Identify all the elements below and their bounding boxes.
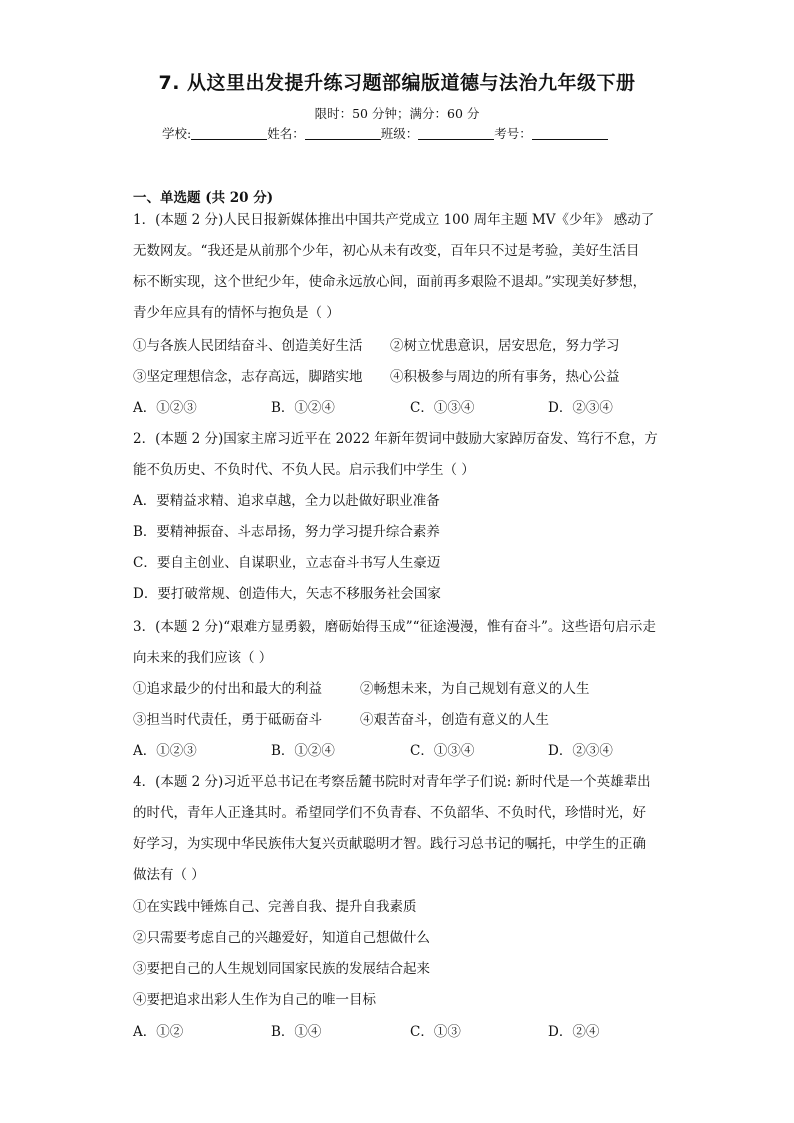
class-field[interactable]: [418, 127, 494, 140]
question-text-line: 的时代，青年人正逢其时。希望同学们不负青春、不负韶华、不负时代，珍惜时光，好: [133, 805, 646, 821]
page-title: 7. 从这里出发提升练习题部编版道德与法治九年级下册: [158, 72, 636, 94]
class-label: 班级：: [380, 126, 419, 141]
exam-number-field[interactable]: [532, 127, 608, 140]
statement: ②只需要考虑自己的兴趣爱好，知道自己想做什么: [133, 930, 430, 946]
statement: ③担当时代责任，勇于砥砺奋斗: [133, 712, 322, 728]
statement: ①在实践中锤炼自己、完善自我、提升自我素质: [133, 899, 417, 915]
answer-option-c[interactable]: C．要自主创业、自谋职业，立志奋斗书写人生豪迈: [133, 555, 441, 571]
answer-option-a[interactable]: A．①②③: [133, 743, 197, 759]
question-text-line: 3．(本题 2 分)“艰难方显勇毅，磨砺始得玉成”“征途漫漫，惟有奋斗”。这些语句启示走: [133, 619, 656, 635]
statement: ①与各族人民团结奋斗、创造美好生活: [133, 338, 363, 354]
student-info-row: [162, 124, 608, 142]
statement: ④艰苦奋斗，创造有意义的人生: [360, 712, 549, 728]
answer-option-a[interactable]: A．①②: [133, 1024, 184, 1040]
statement: ④要把追求出彩人生作为自己的唯一目标: [133, 992, 376, 1008]
question-text-line: 标不断实现，这个世纪少年，使命永远放心间，面前再多艰险不退却。”实现美好梦想，: [133, 274, 647, 290]
answer-option-d[interactable]: D．②④: [548, 1024, 600, 1040]
answer-option-a[interactable]: A．①②③: [133, 400, 197, 416]
statement: ①追求最少的付出和最大的利益: [133, 681, 322, 697]
question-text-line: 做法有（ ）: [133, 867, 205, 883]
answer-option-b[interactable]: B．①②④: [271, 400, 335, 416]
question-text-line: 无数网友。“我还是从前那个少年，初心从未有改变，百年只不过是考验，美好生活目: [133, 243, 640, 259]
answer-option-b[interactable]: B．①②④: [271, 743, 335, 759]
statement: ③要把自己的人生规划同国家民族的发展结合起来: [133, 961, 430, 977]
answer-option-c[interactable]: C．①③④: [410, 400, 475, 416]
answer-option-b[interactable]: B．①④: [271, 1024, 322, 1040]
answer-option-c[interactable]: C．①③④: [410, 743, 475, 759]
answer-option-d[interactable]: D．②③④: [548, 743, 613, 759]
section-heading: 一、单选题 (共 20 分): [133, 190, 274, 206]
exam-number-label: 考号：: [494, 126, 532, 141]
question-text-line: 青少年应具有的情怀与抱负是（ ）: [133, 305, 340, 321]
statement: ③坚定理想信念，志存高远，脚踏实地: [133, 369, 363, 385]
question-text-line: 2．(本题 2 分)国家主席习近平在 2022 年新年贺词中鼓励大家踔厉奋发、笃行不怠，方: [133, 431, 658, 447]
question-text-line: 向未来的我们应该（ ）: [133, 650, 273, 666]
answer-option-d[interactable]: D．要打破常规、创造伟大，矢志不移服务社会国家: [133, 586, 441, 602]
school-label: 学校:: [162, 126, 192, 141]
question-text-line: 能不负历史、不负时代、不负人民。启示我们中学生（ ）: [133, 462, 475, 478]
name-label: 姓名：: [267, 126, 305, 141]
statement: ④积极参与周边的所有事务，热心公益: [390, 369, 620, 385]
answer-option-a[interactable]: A．要精益求精、追求卓越，全力以赴做好职业准备: [133, 493, 440, 509]
statement: ②畅想未来，为自己规划有意义的人生: [360, 681, 590, 697]
answer-option-c[interactable]: C．①③: [410, 1024, 461, 1040]
statement: ②树立忧患意识，居安思危，努力学习: [390, 338, 620, 354]
question-text-line: 1．(本题 2 分)人民日报新媒体推出中国共产党成立 100 周年主题 MV《少年》 感动了: [133, 212, 655, 228]
time-limit: 限时：50 分钟；满分：60 分: [314, 106, 480, 121]
answer-option-b[interactable]: B．要精神振奋、斗志昂扬，努力学习提升综合素养: [133, 524, 440, 540]
answer-option-d[interactable]: D．②③④: [548, 400, 613, 416]
name-field[interactable]: [305, 127, 381, 140]
question-text-line: 4．(本题 2 分)习近平总书记在考察岳麓书院时对青年学子们说: 新时代是一个英雄辈出: [133, 774, 651, 790]
question-text-line: 好学习，为实现中华民族伟大复兴贡献聪明才智。践行习总书记的嘱托，中学生的正确: [133, 836, 646, 852]
school-field[interactable]: [191, 127, 267, 140]
